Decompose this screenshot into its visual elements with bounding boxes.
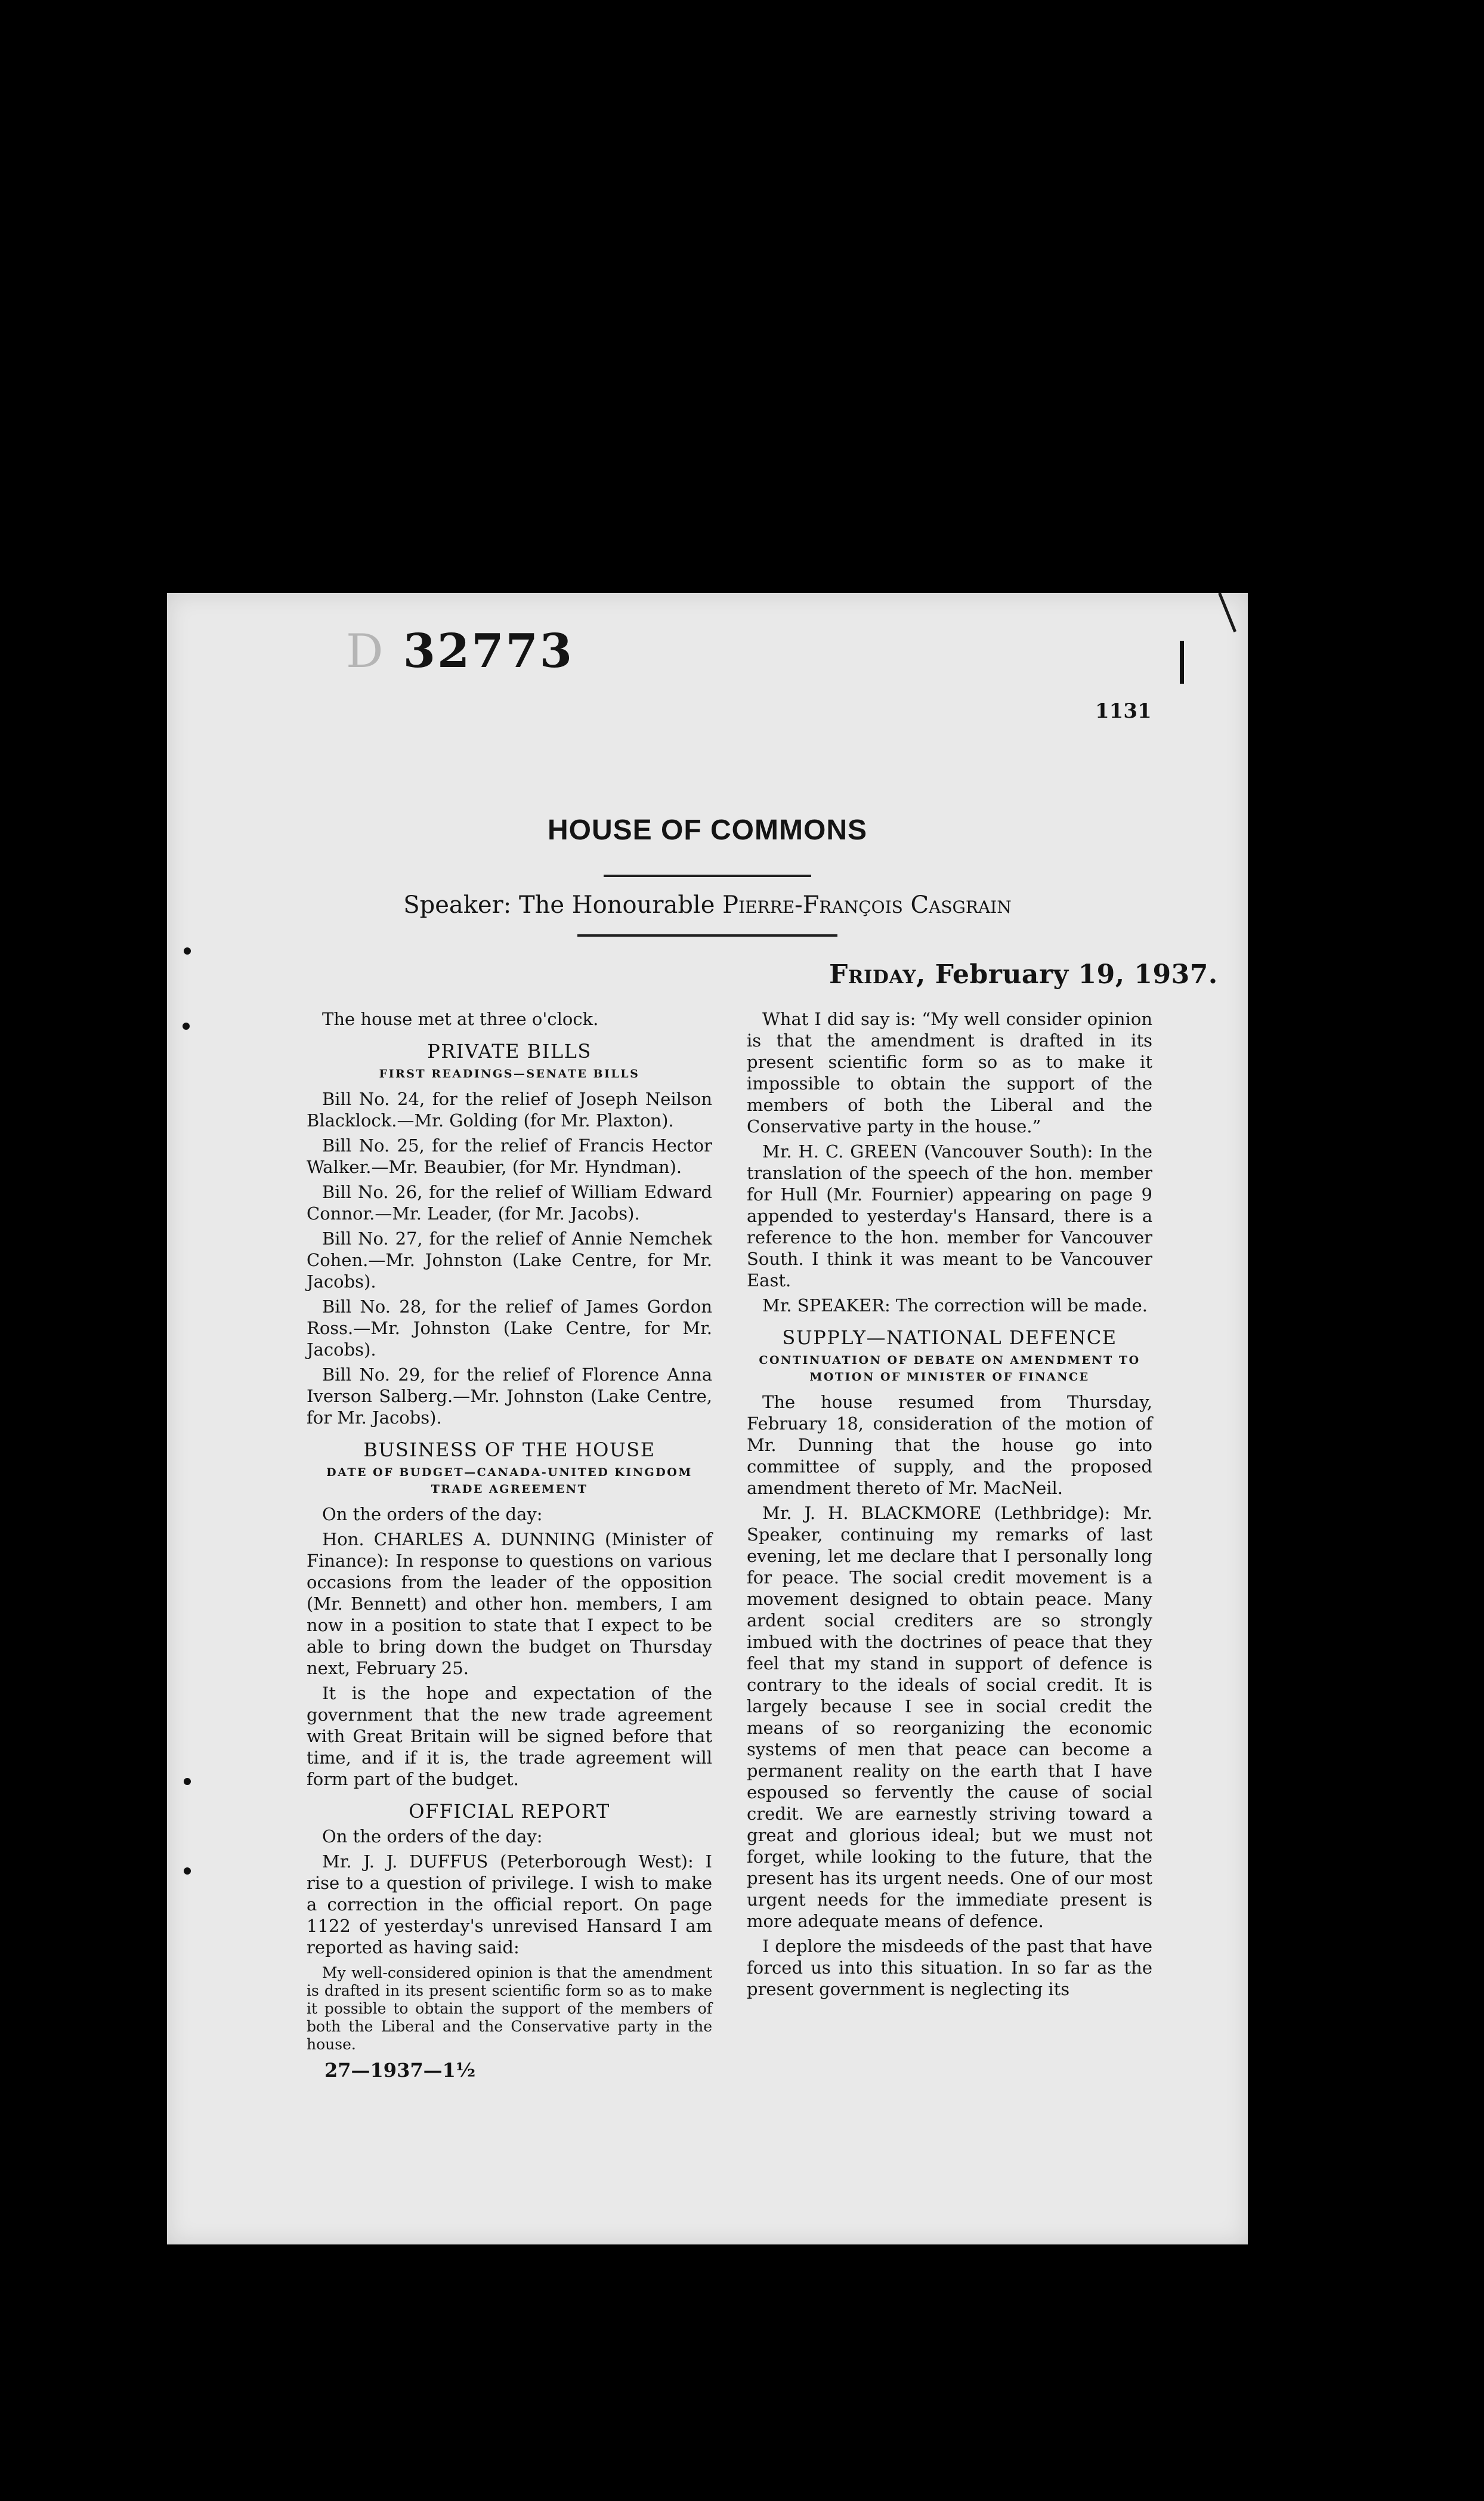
frame-id-stamp bbox=[346, 624, 574, 678]
paragraph: On the orders of the day: bbox=[322, 1504, 543, 1524]
margin-dot bbox=[183, 1023, 190, 1030]
signature-code: 27—1937—1½ bbox=[324, 2059, 476, 2082]
paragraph: Mr. J. J. DUFFUS (Peterborough West): I rise to a question of privilege. I wish to make a correction in the official report. On page 1122 of yesterday's unrevised Hansard I am reported as having said: bbox=[307, 1851, 712, 1957]
bill-entry: Bill No. 25, for the relief of Francis Hector Walker.—Mr. Beaubier, (for Mr. Hyndman). bbox=[307, 1135, 712, 1177]
section-heading-supply: SUPPLY—NATIONAL DEFENCE bbox=[782, 1326, 1117, 1349]
block-quote: My well-considered opinion is that the amendment is drafted in its present scientific form so as to make it possible to obtain the support of the members of both the Liberal and the Conservative party in the house. bbox=[307, 1964, 712, 2053]
paragraph: What I did say is: “My well consider opinion is that the amendment is drafted in its present scientific form so as to make it impossible to obtain the support of the members of both the Liberal and the Conservative party in the house.” bbox=[747, 1009, 1152, 1137]
document-page bbox=[167, 593, 1248, 2244]
sitting-date bbox=[829, 959, 1218, 990]
paragraph: The house resumed from Thursday, February 18, consideration of the motion of Mr. Dunning that the house go into committee of supply, and the proposed amendment thereto of Mr. MacNeil. bbox=[747, 1392, 1152, 1498]
section-heading-official-report: OFFICIAL REPORT bbox=[409, 1800, 610, 1823]
bill-entry: Bill No. 26, for the relief of William Edward Connor.—Mr. Leader, (for Mr. Jacobs). bbox=[307, 1182, 712, 1224]
title-rule bbox=[604, 875, 811, 877]
paragraph: Mr. SPEAKER: The correction will be made. bbox=[762, 1295, 1148, 1316]
paragraph: Mr. H. C. GREEN (Vancouver South): In the translation of the speech of the hon. member for Hull (Mr. Fournier) appearing on page 9 appended to yesterday's Hansard, there is a reference to the hon. member for Vancouver South. I think it was meant to be Vancouver East. bbox=[747, 1141, 1152, 1290]
margin-dot bbox=[184, 1867, 191, 1875]
frame-id-number: 32773 bbox=[403, 624, 574, 678]
frame-id-prefix: D bbox=[346, 625, 385, 678]
section-heading-business: BUSINESS OF THE HOUSE bbox=[363, 1438, 656, 1461]
speaker-rule bbox=[577, 934, 837, 937]
paragraph: I deplore the misdeeds of the past that have forced us into this situation. In so far as the present government is neglecting its bbox=[747, 1936, 1152, 1999]
speaker-line bbox=[167, 891, 1248, 919]
paragraph: Mr. J. H. BLACKMORE (Lethbridge): Mr. Speaker, continuing my remarks of last evening, let me declare that I personally long for peace. The social credit movement is a movement designed to obtain peace. Many ardent social crediters are so strongly imbued with the doctrines of peace that they feel that my stand in support of defence is contrary to the ideals of social credit. It is largely because I see in social credit the means of so reorganizing the economic systems of men that peace can become a permanent reality on the earth that I have espoused so fervently the cause of social credit. We are earnestly striving toward a great and glorious ideal; but we must not forget, while looking to the future, that the present has its urgent needs. One of our most urgent needs for the immediate present is more adequate means of defence. bbox=[747, 1503, 1152, 1931]
margin-dot bbox=[184, 1778, 191, 1785]
paragraph: On the orders of the day: bbox=[322, 1826, 543, 1847]
margin-dot bbox=[184, 947, 191, 955]
subheading-first-readings: FIRST READINGS—SENATE BILLS bbox=[379, 1067, 640, 1080]
paragraph: It is the hope and expectation of the government that the new trade agreement with Great Britain will be signed before that time, and if it is, the trade agreement will form part of the budget. bbox=[307, 1683, 712, 1789]
bill-entry: Bill No. 29, for the relief of Florence Anna Iverson Salberg.—Mr. Johnston (Lake Centre, for Mr. Jacobs). bbox=[307, 1364, 712, 1428]
frame-tick-mark bbox=[1180, 641, 1184, 684]
corner-scratch-line bbox=[1218, 592, 1236, 632]
bill-entry: Bill No. 24, for the relief of Joseph Neilson Blacklock.—Mr. Golding (for Mr. Plaxton). bbox=[307, 1089, 712, 1131]
subheading-date-of-budget: DATE OF BUDGET—CANADA-UNITED KINGDOM TRADE AGREEMENT bbox=[326, 1466, 692, 1496]
bill-entry: Bill No. 28, for the relief of James Gordon Ross.—Mr. Johnston (Lake Centre, for Mr. Jacobs). bbox=[307, 1296, 712, 1360]
opening-line: The house met at three o'clock. bbox=[322, 1009, 599, 1029]
right-column bbox=[747, 1008, 1152, 2003]
bill-entry: Bill No. 27, for the relief of Annie Nemchek Cohen.—Mr. Johnston (Lake Centre, for Mr. Jacobs). bbox=[307, 1228, 712, 1292]
speaker-lead: Speaker: The Honourable bbox=[403, 891, 723, 919]
paragraph: Hon. CHARLES A. DUNNING (Minister of Finance): In response to questions on various occasions from the leader of the opposition (Mr. Bennett) and other hon. members, I am now in a position to state that I expect to be able to bring down the budget on Thursday next, February 25. bbox=[307, 1529, 712, 1678]
page-number: 1131 bbox=[1095, 699, 1152, 723]
subheading-continuation: CONTINUATION OF DEBATE ON AMENDMENT TO MOTION OF MINISTER OF FINANCE bbox=[759, 1354, 1140, 1384]
speaker-name: Pierre-François Casgrain bbox=[722, 891, 1012, 919]
sitting-date-rest: , February 19, 1937. bbox=[916, 959, 1218, 990]
section-heading-private-bills: PRIVATE BILLS bbox=[427, 1040, 592, 1063]
sitting-day: Friday bbox=[829, 959, 917, 990]
page-title: HOUSE OF COMMONS bbox=[547, 814, 867, 846]
left-column bbox=[307, 1008, 712, 2081]
